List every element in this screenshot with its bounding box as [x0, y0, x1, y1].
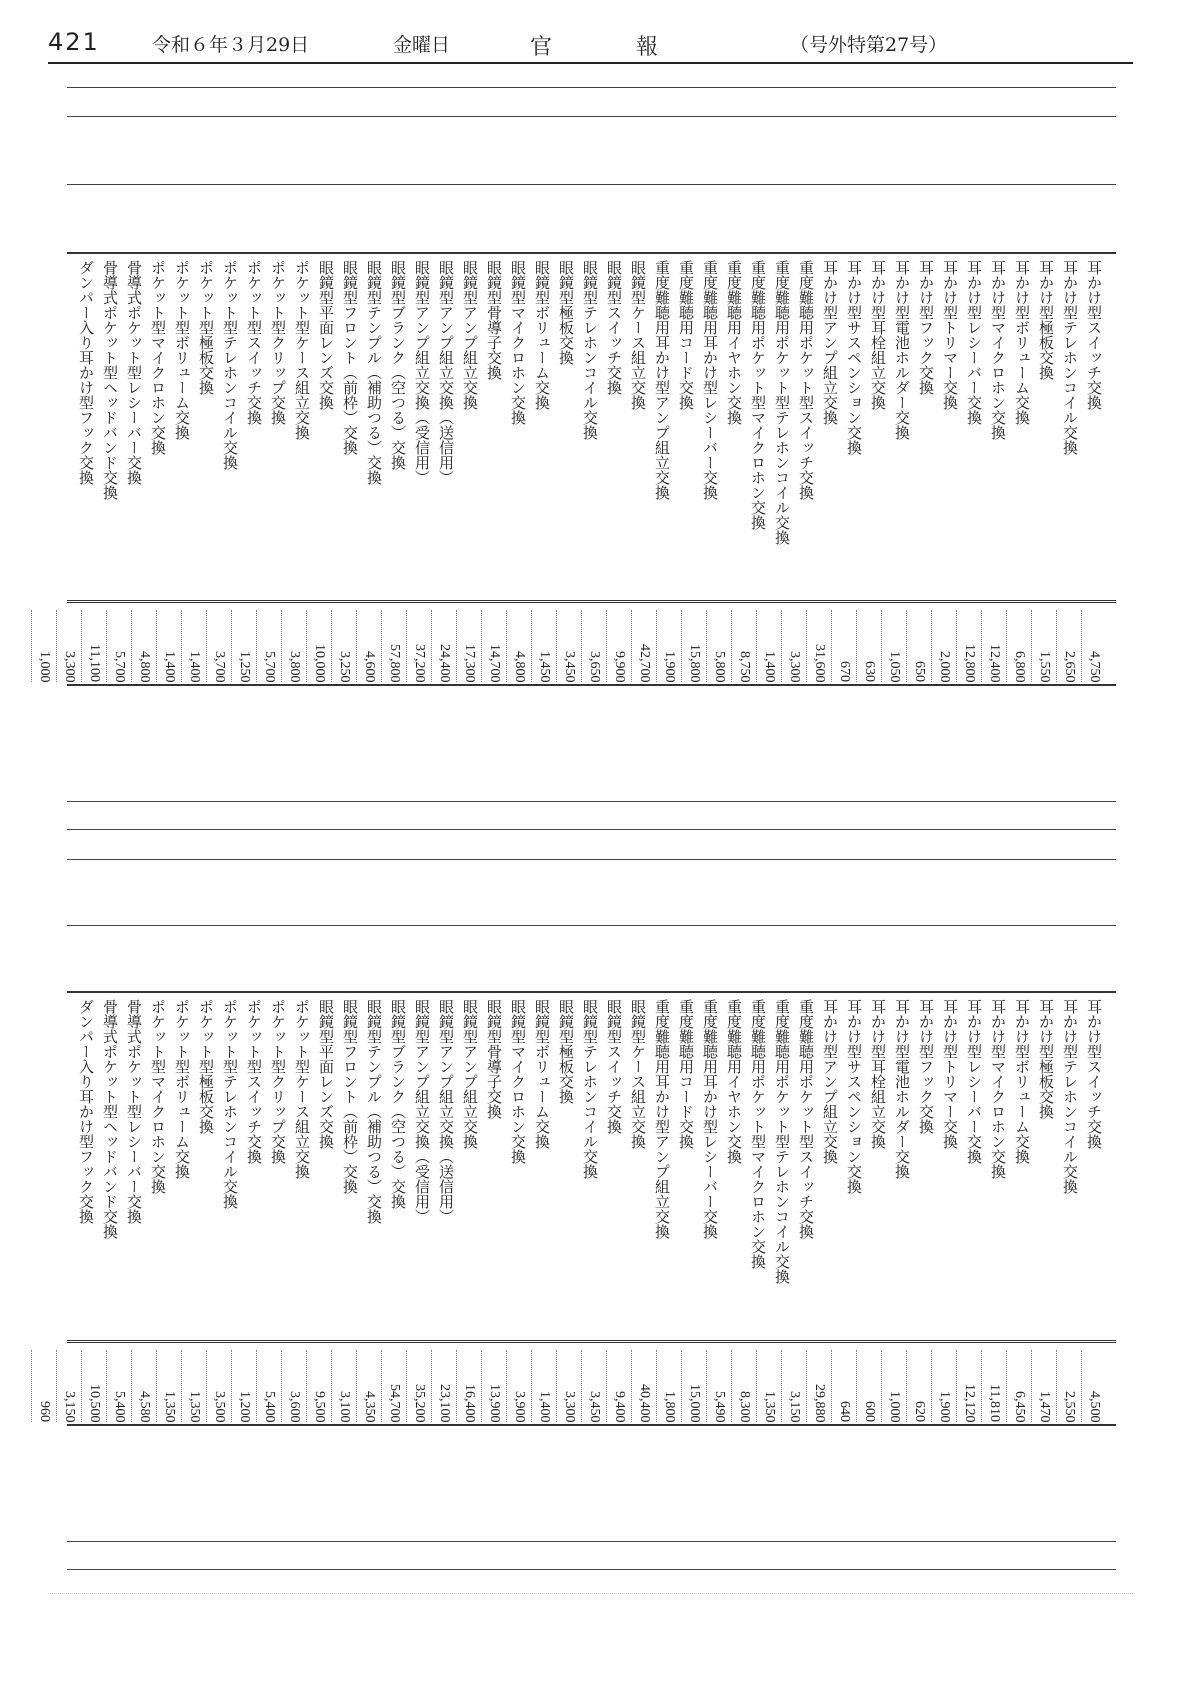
item-name: 眼鏡型極板交換	[557, 999, 575, 1104]
item-value: 29,880	[806, 1350, 831, 1422]
item-name: 骨導式ポケット型レシーバー交換	[125, 999, 143, 1224]
item-value: 1,250	[231, 610, 256, 682]
item-name: 耳かけ型耳栓組立交換	[869, 999, 887, 1149]
item-value: 5,800	[706, 610, 731, 682]
item-name: 耳かけ型極板交換	[1037, 260, 1055, 380]
item-value: 1,400	[531, 1350, 556, 1422]
item-name: 耳かけ型テレホンコイル交換	[1061, 260, 1079, 455]
header-rule	[48, 62, 1133, 64]
item-value: 3,250	[331, 610, 356, 682]
item-name: 眼鏡型アンプ組立交換（受信用）	[413, 999, 431, 1224]
item-value: 3,300	[556, 1350, 581, 1422]
page-number: 421	[48, 28, 100, 56]
item-value: 9,400	[606, 1350, 631, 1422]
item-name: 耳かけ型ボリューム交換	[1013, 999, 1031, 1164]
item-name: ポケット型ケース組立交換	[293, 260, 311, 440]
item-name: 眼鏡型アンプ組立交換（受信用）	[413, 260, 431, 485]
item-value: 1,200	[231, 1350, 256, 1422]
item-name: 眼鏡型スイッチ交換	[605, 260, 623, 395]
item-value: 1,350	[181, 1350, 206, 1422]
item-name: 重度難聴用ポケット型マイクロホン交換	[749, 260, 767, 530]
item-name: 眼鏡型フロント（前枠）交換	[341, 999, 359, 1194]
item-value: 14,700	[481, 610, 506, 682]
item-name: 耳かけ型アンプ組立交換	[821, 260, 839, 425]
item-name: 眼鏡型アンプ組立交換	[461, 999, 479, 1149]
item-name: 耳かけ型テレホンコイル交換	[1061, 999, 1079, 1194]
item-value: 16,400	[456, 1350, 481, 1422]
item-value: 3,450	[581, 1350, 606, 1422]
divider	[67, 87, 1116, 88]
item-name: 骨導式ポケット型レシーバー交換	[125, 260, 143, 485]
item-name: 重度難聴用ポケット型マイクロホン交換	[749, 999, 767, 1269]
item-value: 640	[831, 1350, 856, 1422]
item-name: 重度難聴用耳かけ型アンプ組立交換	[653, 260, 671, 500]
item-name: ポケット型ケース組立交換	[293, 999, 311, 1179]
item-value: 3,700	[206, 610, 231, 682]
table-bottom-rule	[67, 1424, 1116, 1426]
divider	[67, 1569, 1116, 1570]
item-value: 31,600	[806, 610, 831, 682]
item-name: 耳かけ型ボリューム交換	[1013, 260, 1031, 425]
table-bottom-rule	[67, 684, 1116, 686]
item-name: 眼鏡型ケース組立交換	[629, 999, 647, 1149]
item-name: 重度難聴用耳かけ型レシーバー交換	[701, 999, 719, 1239]
item-name: 重度難聴用ポケット型スイッチ交換	[797, 999, 815, 1239]
item-value: 1,470	[1031, 1350, 1056, 1422]
divider	[67, 184, 1116, 185]
item-value: 1,400	[181, 610, 206, 682]
item-value: 6,450	[1006, 1350, 1031, 1422]
item-value: 4,500	[1081, 1350, 1106, 1422]
item-name: 耳かけ型レシーバー交換	[965, 999, 983, 1164]
item-value: 3,800	[281, 610, 306, 682]
item-value: 9,900	[606, 610, 631, 682]
item-name: 眼鏡型アンプ組立交換（送信用）	[437, 999, 455, 1224]
item-value: 17,300	[456, 610, 481, 682]
item-name: 耳かけ型トリマー交換	[941, 260, 959, 410]
item-name: 重度難聴用コード交換	[677, 260, 695, 410]
item-value: 5,400	[256, 1350, 281, 1422]
item-name: 骨導式ポケット型ヘッドバンド交換	[101, 999, 119, 1239]
divider	[67, 1541, 1116, 1542]
item-value: 2,550	[1056, 1350, 1081, 1422]
gazette-title-2: 報	[636, 35, 659, 60]
gazette-title-1: 官	[530, 35, 553, 60]
item-name: 眼鏡型スイッチ交換	[605, 999, 623, 1134]
item-value: 15,800	[681, 610, 706, 682]
item-value: 1,050	[881, 610, 906, 682]
item-name: 耳かけ型サスペンション交換	[845, 260, 863, 455]
item-values	[37, 610, 1106, 682]
item-name: 眼鏡型平面レンズ交換	[317, 999, 335, 1149]
item-name: 眼鏡型テンプル（補助つる）交換	[365, 260, 383, 485]
item-value: 960	[31, 1350, 56, 1422]
item-name: 耳かけ型マイクロホン交換	[989, 999, 1007, 1179]
item-value: 37,200	[406, 610, 431, 682]
page-bottom-line	[48, 1593, 1133, 1594]
item-value: 1,550	[1031, 610, 1056, 682]
item-name: 重度難聴用コード交換	[677, 999, 695, 1149]
item-value: 2,000	[931, 610, 956, 682]
item-value: 5,700	[256, 610, 281, 682]
item-value: 4,750	[1081, 610, 1106, 682]
item-name: 重度難聴用イヤホン交換	[725, 999, 743, 1164]
item-name: 眼鏡型マイクロホン交換	[509, 260, 527, 425]
item-name: ポケット型ボリューム交換	[173, 999, 191, 1179]
item-value: 12,800	[956, 610, 981, 682]
item-value: 3,150	[56, 1350, 81, 1422]
item-value: 4,800	[131, 610, 156, 682]
item-name: 眼鏡型テレホンコイル交換	[581, 260, 599, 440]
item-name: 眼鏡型アンプ組立交換	[461, 260, 479, 410]
item-value: 9,500	[306, 1350, 331, 1422]
item-name: 耳かけ型サスペンション交換	[845, 999, 863, 1194]
item-value: 10,000	[306, 610, 331, 682]
item-name: 眼鏡型フロント（前枠）交換	[341, 260, 359, 455]
item-value: 1,000	[31, 610, 56, 682]
item-name: ポケット型テレホンコイル交換	[221, 260, 239, 470]
item-value: 5,400	[106, 1350, 131, 1422]
divider	[67, 116, 1116, 117]
table-mid-rule	[67, 600, 1116, 603]
item-names	[75, 260, 1106, 595]
item-value: 4,580	[131, 1350, 156, 1422]
item-value: 1,450	[531, 610, 556, 682]
item-value: 23,100	[431, 1350, 456, 1422]
item-value: 1,000	[881, 1350, 906, 1422]
item-name: 耳かけ型極板交換	[1037, 999, 1055, 1119]
item-value: 4,350	[356, 1350, 381, 1422]
item-name: 耳かけ型フック交換	[917, 999, 935, 1134]
item-name: 眼鏡型テレホンコイル交換	[581, 999, 599, 1179]
item-value: 15,000	[681, 1350, 706, 1422]
item-value: 3,450	[556, 610, 581, 682]
item-name: 重度難聴用ポケット型テレホンコイル交換	[773, 999, 791, 1284]
item-name: 眼鏡型ブランク（空つる）交換	[389, 260, 407, 470]
issue-number: （号外特第27号）	[790, 34, 948, 56]
item-value: 1,350	[156, 1350, 181, 1422]
item-value: 8,300	[731, 1350, 756, 1422]
item-name: ポケット型マイクロホン交換	[149, 260, 167, 455]
item-name: 耳かけ型スイッチ交換	[1085, 260, 1103, 410]
table-top-rule	[67, 252, 1116, 254]
item-name: 耳かけ型耳栓組立交換	[869, 260, 887, 410]
item-value: 1,350	[756, 1350, 781, 1422]
item-value: 4,600	[356, 610, 381, 682]
item-name: 眼鏡型テンプル（補助つる）交換	[365, 999, 383, 1224]
item-value: 3,150	[781, 1350, 806, 1422]
item-name: 耳かけ型電池ホルダー交換	[893, 260, 911, 440]
item-value: 12,120	[956, 1350, 981, 1422]
item-value: 4,800	[506, 610, 531, 682]
item-value: 8,750	[731, 610, 756, 682]
item-value: 3,100	[331, 1350, 356, 1422]
divider	[67, 925, 1116, 926]
item-value: 11,100	[81, 610, 106, 682]
item-name: ダンパー入り耳かけ型フック交換	[77, 999, 95, 1224]
table-mid-rule	[67, 1340, 1116, 1343]
item-value: 1,900	[931, 1350, 956, 1422]
item-value: 35,200	[406, 1350, 431, 1422]
item-value: 3,500	[206, 1350, 231, 1422]
item-name: 重度難聴用ポケット型テレホンコイル交換	[773, 260, 791, 545]
item-value: 54,700	[381, 1350, 406, 1422]
item-value: 3,600	[281, 1350, 306, 1422]
item-value: 3,900	[506, 1350, 531, 1422]
item-name: 耳かけ型トリマー交換	[941, 999, 959, 1149]
divider	[67, 859, 1116, 860]
item-value: 1,800	[656, 1350, 681, 1422]
divider	[67, 829, 1116, 830]
item-name: 眼鏡型ブランク（空つる）交換	[389, 999, 407, 1209]
item-name: 重度難聴用耳かけ型アンプ組立交換	[653, 999, 671, 1239]
item-name: 耳かけ型レシーバー交換	[965, 260, 983, 425]
item-values	[37, 1350, 1106, 1422]
item-name: 眼鏡型極板交換	[557, 260, 575, 365]
item-value: 630	[856, 610, 881, 682]
divider	[67, 801, 1116, 802]
item-name: 眼鏡型ボリューム交換	[533, 260, 551, 410]
item-name: 眼鏡型平面レンズ交換	[317, 260, 335, 410]
item-value: 5,700	[106, 610, 131, 682]
item-name: ポケット型極板交換	[197, 260, 215, 395]
item-name: ポケット型ボリューム交換	[173, 260, 191, 440]
item-name: 耳かけ型マイクロホン交換	[989, 260, 1007, 440]
item-name: ダンパー入り耳かけ型フック交換	[77, 260, 95, 485]
item-name: 眼鏡型骨導子交換	[485, 999, 503, 1119]
item-name: 眼鏡型マイクロホン交換	[509, 999, 527, 1164]
item-name: 耳かけ型アンプ組立交換	[821, 999, 839, 1164]
item-name: 重度難聴用イヤホン交換	[725, 260, 743, 425]
item-name: 重度難聴用耳かけ型レシーバー交換	[701, 260, 719, 500]
item-value: 1,900	[656, 610, 681, 682]
item-name: ポケット型極板交換	[197, 999, 215, 1134]
item-value: 620	[906, 1350, 931, 1422]
item-value: 6,800	[1006, 610, 1031, 682]
item-value: 42,700	[631, 610, 656, 682]
item-names	[75, 999, 1106, 1334]
item-name: 耳かけ型電池ホルダー交換	[893, 999, 911, 1179]
item-value: 3,300	[781, 610, 806, 682]
item-value: 670	[831, 610, 856, 682]
item-name: 耳かけ型フック交換	[917, 260, 935, 395]
item-value: 40,400	[631, 1350, 656, 1422]
item-name: 耳かけ型スイッチ交換	[1085, 999, 1103, 1149]
issue-date: 令和６年３月29日	[152, 34, 310, 56]
item-value: 5,490	[706, 1350, 731, 1422]
item-name: ポケット型クリップ交換	[269, 999, 287, 1164]
weekday: 金曜日	[393, 34, 451, 56]
item-name: 眼鏡型ケース組立交換	[629, 260, 647, 410]
item-name: ポケット型スイッチ交換	[245, 260, 263, 425]
item-value: 10,500	[81, 1350, 106, 1422]
item-value: 24,400	[431, 610, 456, 682]
item-value: 13,900	[481, 1350, 506, 1422]
item-name: 眼鏡型ボリューム交換	[533, 999, 551, 1149]
item-name: ポケット型クリップ交換	[269, 260, 287, 425]
item-name: 眼鏡型アンプ組立交換（送信用）	[437, 260, 455, 485]
item-value: 1,400	[156, 610, 181, 682]
item-name: 重度難聴用ポケット型スイッチ交換	[797, 260, 815, 500]
item-value: 11,810	[981, 1350, 1006, 1422]
item-name: ポケット型スイッチ交換	[245, 999, 263, 1164]
item-value: 600	[856, 1350, 881, 1422]
item-value: 12,400	[981, 610, 1006, 682]
item-value: 1,400	[756, 610, 781, 682]
item-value: 3,650	[581, 610, 606, 682]
item-value: 2,650	[1056, 610, 1081, 682]
item-name: ポケット型テレホンコイル交換	[221, 999, 239, 1209]
item-value: 650	[906, 610, 931, 682]
table-top-rule	[67, 991, 1116, 993]
item-value: 57,800	[381, 610, 406, 682]
item-name: 骨導式ポケット型ヘッドバンド交換	[101, 260, 119, 500]
item-value: 3,300	[56, 610, 81, 682]
item-name: 眼鏡型骨導子交換	[485, 260, 503, 380]
item-name: ポケット型マイクロホン交換	[149, 999, 167, 1194]
